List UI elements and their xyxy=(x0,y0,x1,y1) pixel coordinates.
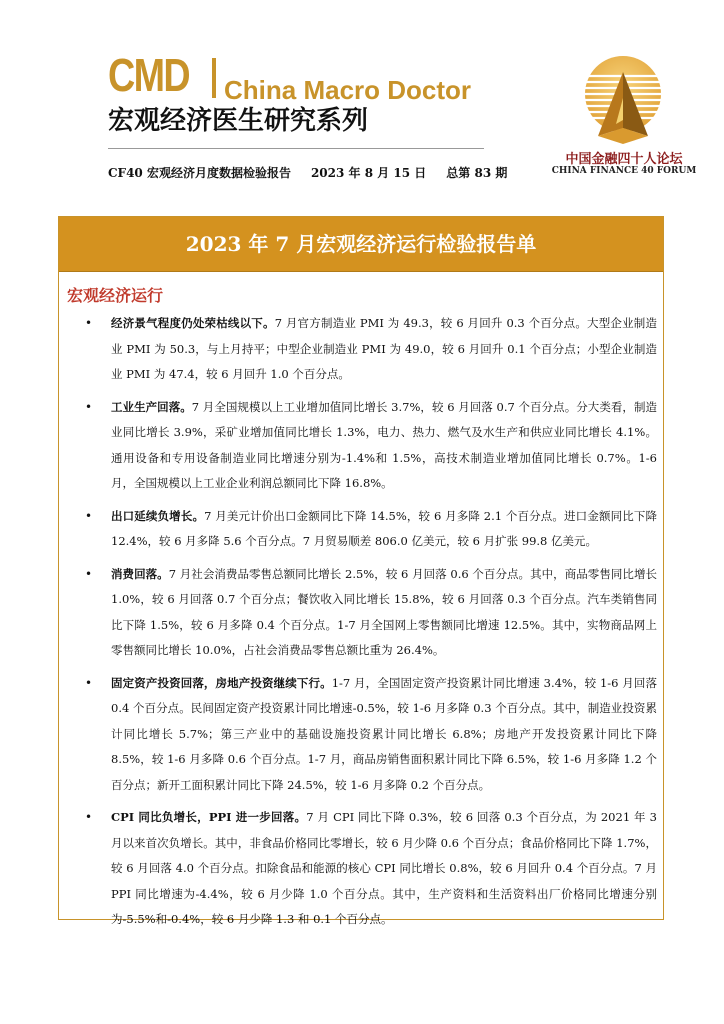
item-text: 7 月社会消费品零售总额同比增长 2.5%，较 6 月回落 0.6 个百分点。其中，商品零售同比增长 1.0%，较 6 月回落 0.7 个百分点；餐饮收入同比增长 15.8%，较 6 月回落 0.3 个百分点。汽车类销售同比下降 1.5%，较 6 月多降 0.4 个百分点。1-7 月全国网上零售额同比增速 12.5%。其中，实物商品网上零售额同比增长 10.0%，占社会消费品零售总额比重为 26.4%。 xyxy=(111,566,657,657)
list-item xyxy=(79,504,657,555)
report-date: 2023 年 8 月 15 日 xyxy=(310,166,427,180)
item-text: 7 月 CPI 同比下降 0.3%，较 6 回落 0.3 个百分点，为 2021 年 3 月以来首次负增长。其中，非食品价格同比零增长，较 6 月少降 0.6 个百分点；食品价格同比下降 1.7%，较 6 月回落 4.0 个百分点。扣除食品和能源的核心 CPI 同比增长 0.8%，较 6 月回升 0.4 个百分点。7 月 PPI 同比增速为-4.4%，较 6 月少降 1.0 个百分点。其中，生产资料和生活资料出厂价格同比增速分别为-5.5%和-0.4%，较 6 月少降 1.3 和 0.1 个百分点。 xyxy=(111,810,657,926)
item-text: 7 月美元计价出口金额同比下降 14.5%，较 6 月多降 2.1 个百分点。进口金额同比下降 12.4%，较 6 月多降 5.6 个百分点。7 月贸易顺差 806.0 亿美元，较 6 月扩张 99.8 亿美元。 xyxy=(111,508,658,548)
item-paragraph xyxy=(111,671,657,799)
list-item xyxy=(79,562,657,664)
list-item xyxy=(79,311,657,388)
item-heading: 经济景气程度仍处荣枯线以下。 xyxy=(111,316,275,330)
brand-name: China Macro Doctor xyxy=(224,75,472,105)
item-heading: 固定资产投资回落，房地产投资继续下行。 xyxy=(111,675,332,690)
item-heading: 消费回落。 xyxy=(111,566,169,581)
series-title: 宏观经济医生研究系列 xyxy=(108,106,369,136)
item-text: 1-7 月，全国固定资产投资累计同比增速 3.4%，较 1-6 月回落 0.4 个百分点。民间固定资产投资累计同比增速-0.5%，较 1-6 月多降 0.3 个百分点。其中，制造业投资累计同比增长 5.7%；第三产业中的基础设施投资累计同比增长 6.8%；房地产开发投资累计同比下降 8.5%，较 1-6 月多降 0.6 个百分点。1-7 月，商品房销售面积累计同比下降 6.5%，较 1-6 月多降 1.2 个百分点；新开工面积累计同比下降 24.5%，较 1-6 月多降 0.2 个百分点。 xyxy=(111,675,658,792)
cf40-logo-icon xyxy=(580,54,666,148)
item-heading: 工业生产回落。 xyxy=(111,399,192,414)
report-meta xyxy=(108,164,507,181)
bullet-icon: • xyxy=(85,566,93,581)
list-item xyxy=(79,671,657,799)
report-title: 2023 年 7 月宏观经济运行检验报告单 xyxy=(59,217,663,272)
section-title: 宏观经济运行 xyxy=(67,286,164,305)
brand-divider xyxy=(212,58,216,98)
bullet-icon: • xyxy=(85,675,93,690)
header-rule xyxy=(108,148,484,149)
report-items xyxy=(79,311,657,940)
item-heading: CPI 同比负增长，PPI 进一步回落。 xyxy=(111,810,307,824)
report-code: CF40 宏观经济月度数据检验报告 xyxy=(108,166,291,180)
bullet-icon: • xyxy=(85,810,93,824)
item-text: 7 月全国规模以上工业增加值同比增长 3.7%，较 6 月回落 0.7 个百分点。分大类看，制造业同比增长 3.9%，采矿业增加值同比增长 1.3%，电力、热力、燃气及水生产和供应业同比增长 4.1%。通用设备和专用设备制造业同比增速分别为-1.4%和 1.5%，高技术制造业增加值同比增长 0.7%。1-6 月，全国规模以上工业企业利润总额同比下降 16.8%。 xyxy=(111,399,657,490)
item-text: 7 月官方制造业 PMI 为 49.3，较 6 月回升 0.3 个百分点。大型企业制造业 PMI 为 50.3，与上月持平；中型企业制造业 PMI 为 49.0，较 6 月回升 0.1 个百分点；小型企业制造业 PMI 为 47.4，较 6 月回升 1.0 个百分点。 xyxy=(111,316,658,381)
list-item xyxy=(79,805,657,933)
item-heading: 出口延续负增长。 xyxy=(111,508,205,523)
report-frame xyxy=(58,216,664,926)
brand-cmd: CMD xyxy=(108,49,189,101)
list-item xyxy=(79,395,657,497)
forum-name-en: CHINA FINANCE 40 FORUM xyxy=(551,166,697,176)
item-paragraph xyxy=(111,504,657,555)
bullet-icon: • xyxy=(85,508,93,523)
item-paragraph xyxy=(111,395,657,497)
item-paragraph xyxy=(111,311,657,388)
item-paragraph xyxy=(111,562,657,664)
bullet-icon: • xyxy=(85,316,93,330)
forum-name-cn: 中国金融四十人论坛 xyxy=(565,152,683,167)
item-paragraph xyxy=(111,805,657,933)
bullet-icon: • xyxy=(85,399,93,414)
report-issue: 总第 83 期 xyxy=(446,166,508,180)
